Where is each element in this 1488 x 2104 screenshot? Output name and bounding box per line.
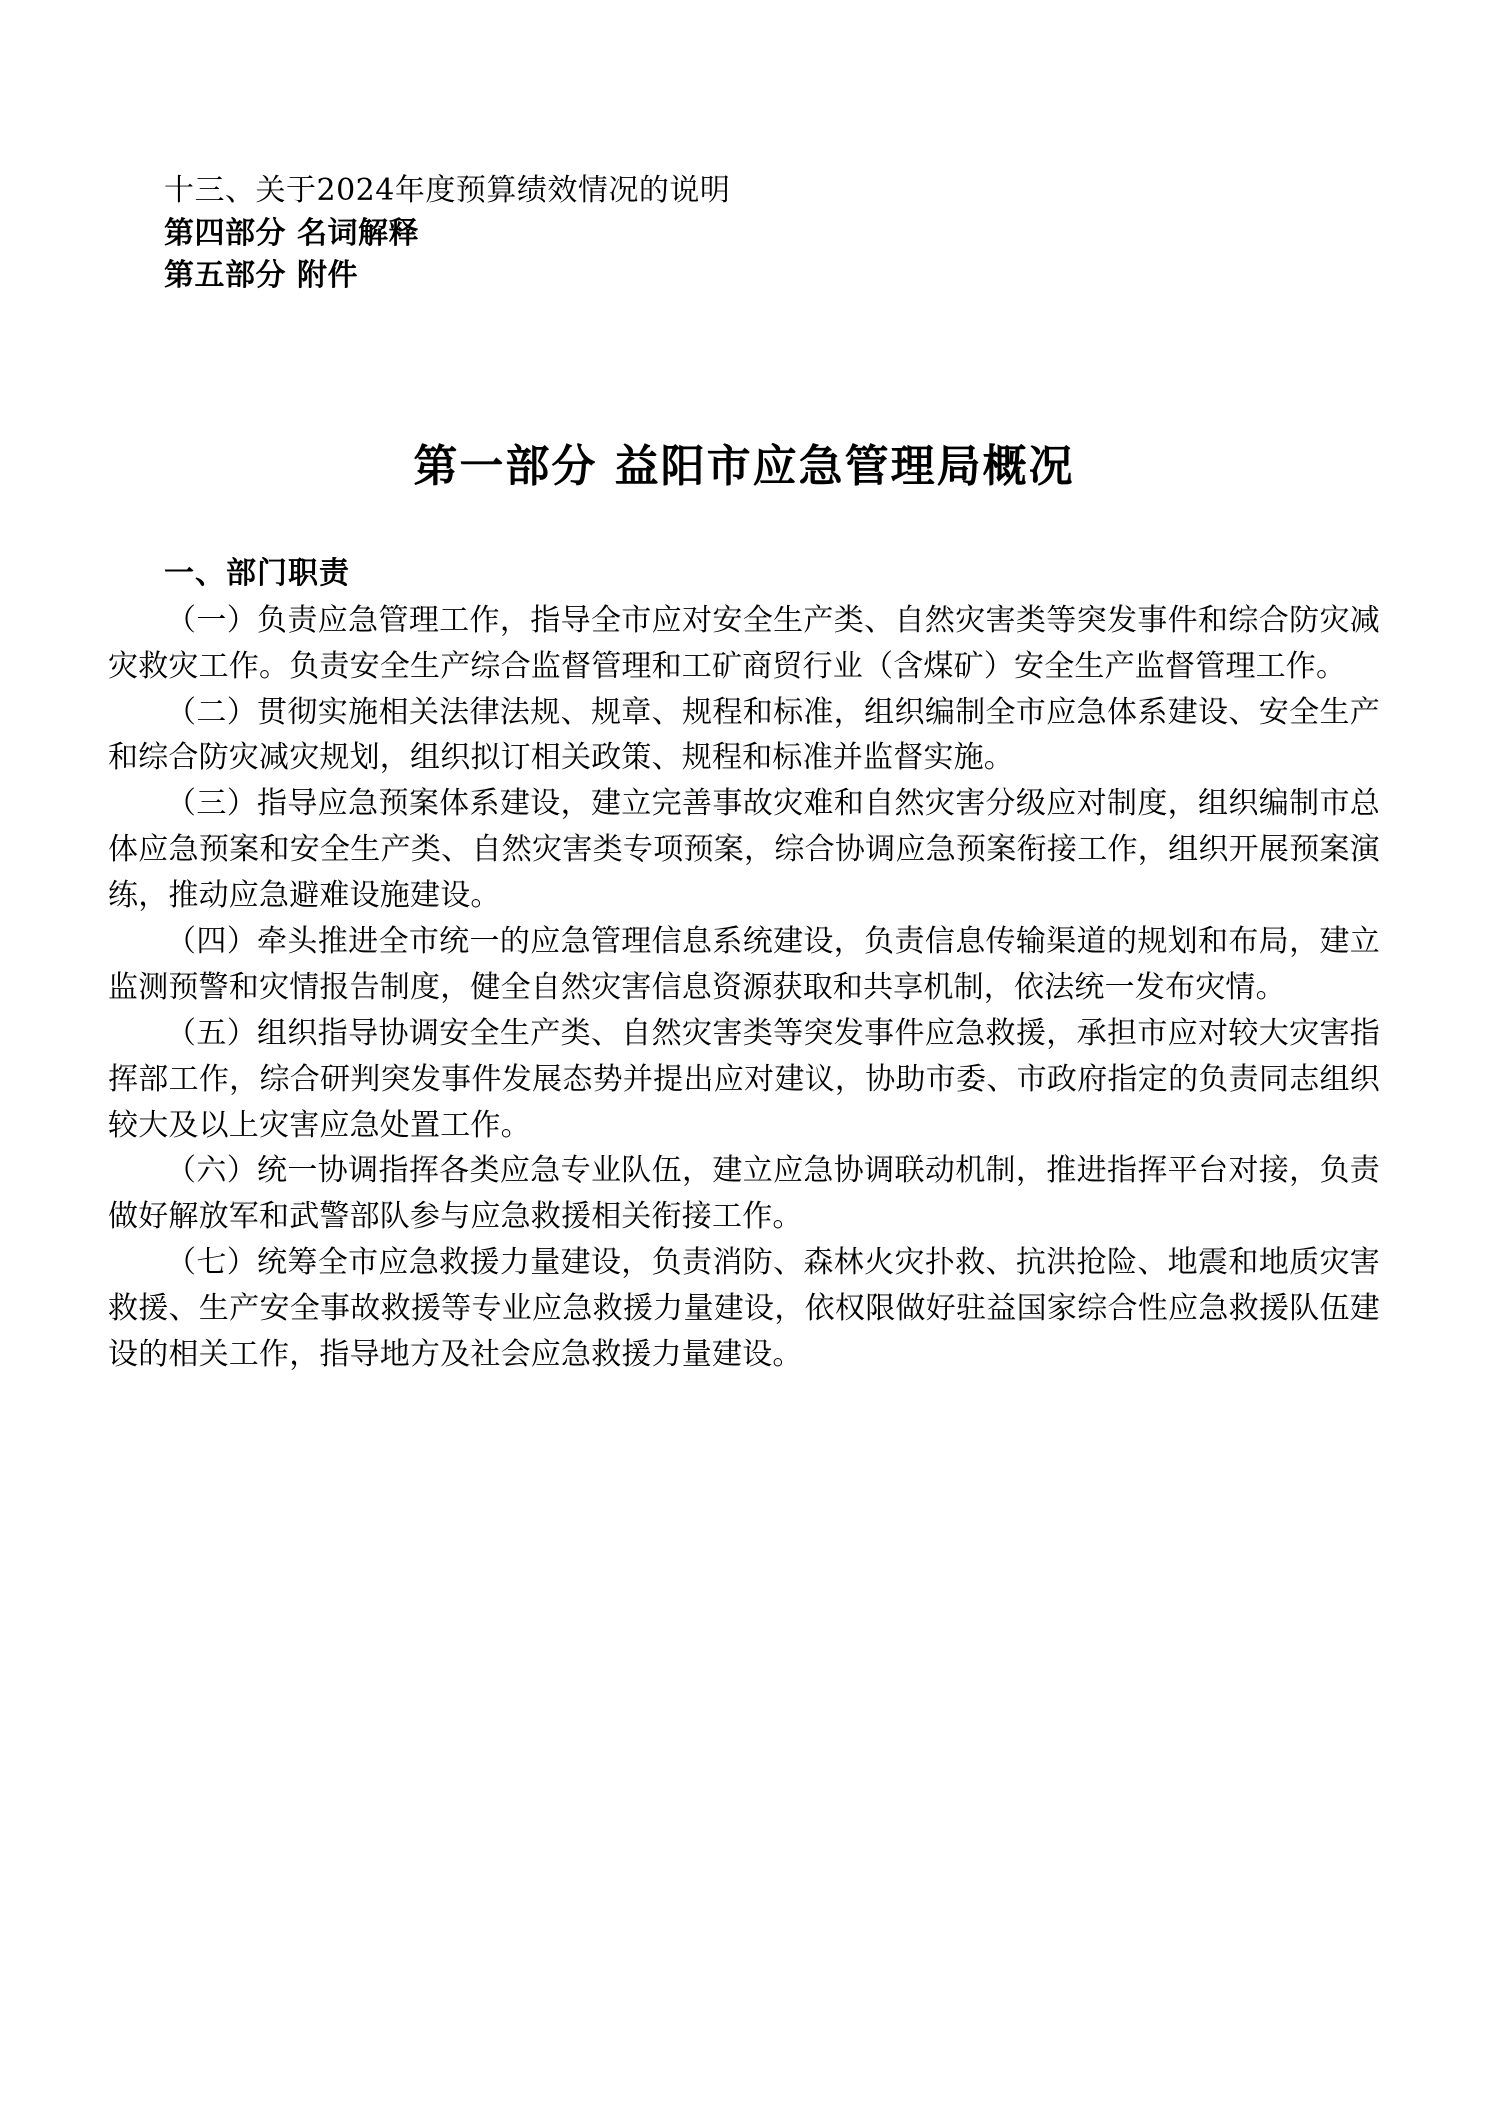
paragraph: （四）牵头推进全市统一的应急管理信息系统建设，负责信息传输渠道的规划和布局，建立监测预警和灾情报告制度，健全自然灾害信息资源获取和共享机制，依法统一发布灾情。 bbox=[108, 924, 1380, 1005]
paragraph: （三）指导应急预案体系建设，建立完善事故灾难和自然灾害分级应对制度，组织编制市总体应急预案和安全生产类、自然灾害类专项预案，综合协调应急预案衔接工作，组织开展预案演练，推动应急避难设施建设。 bbox=[108, 786, 1380, 914]
table-of-contents bbox=[108, 170, 1380, 298]
paragraph: （七）统筹全市应急救援力量建设，负责消防、森林火灾扑救、抗洪抢险、地震和地质灾害救援、生产安全事故救援等专业应急救援力量建设，依权限做好驻益国家综合性应急救援队伍建设的相关工作，指导地方及社会应急救援力量建设。 bbox=[108, 1245, 1380, 1373]
section-heading: 一、部门职责 bbox=[164, 555, 350, 591]
paragraph: （五）组织指导协调安全生产类、自然灾害类等突发事件应急救援，承担市应对较大灾害指挥部工作，综合研判突发事件发展态势并提出应对建议，协助市委、市政府指定的负责同志组织较大及以上灾害应急处置工作。 bbox=[108, 1015, 1380, 1143]
toc-entry: 第四部分 名词解释 bbox=[164, 215, 419, 251]
body-content bbox=[108, 598, 1380, 1378]
paragraph: （二）贯彻实施相关法律法规、规章、规程和标准，组织编制全市应急体系建设、安全生产和综合防灾减灾规划，组织拟订相关政策、规程和标准并监督实施。 bbox=[108, 694, 1380, 776]
toc-entry: 十三、关于2024年度预算绩效情况的说明 bbox=[164, 173, 731, 208]
paragraph: （一）负责应急管理工作，指导全市应对安全生产类、自然灾害类等突发事件和综合防灾减灾救灾工作。负责安全生产综合监督管理和工矿商贸行业（含煤矿）安全生产监督管理工作。 bbox=[108, 602, 1380, 684]
toc-entry: 第五部分 附件 bbox=[164, 258, 358, 294]
page-title: 第一部分 益阳市应急管理局概况 bbox=[413, 440, 1075, 492]
paragraph: （六）统一协调指挥各类应急专业队伍，建立应急协调联动机制，推进指挥平台对接，负责做好解放军和武警部队参与应急救援相关衔接工作。 bbox=[108, 1153, 1380, 1235]
